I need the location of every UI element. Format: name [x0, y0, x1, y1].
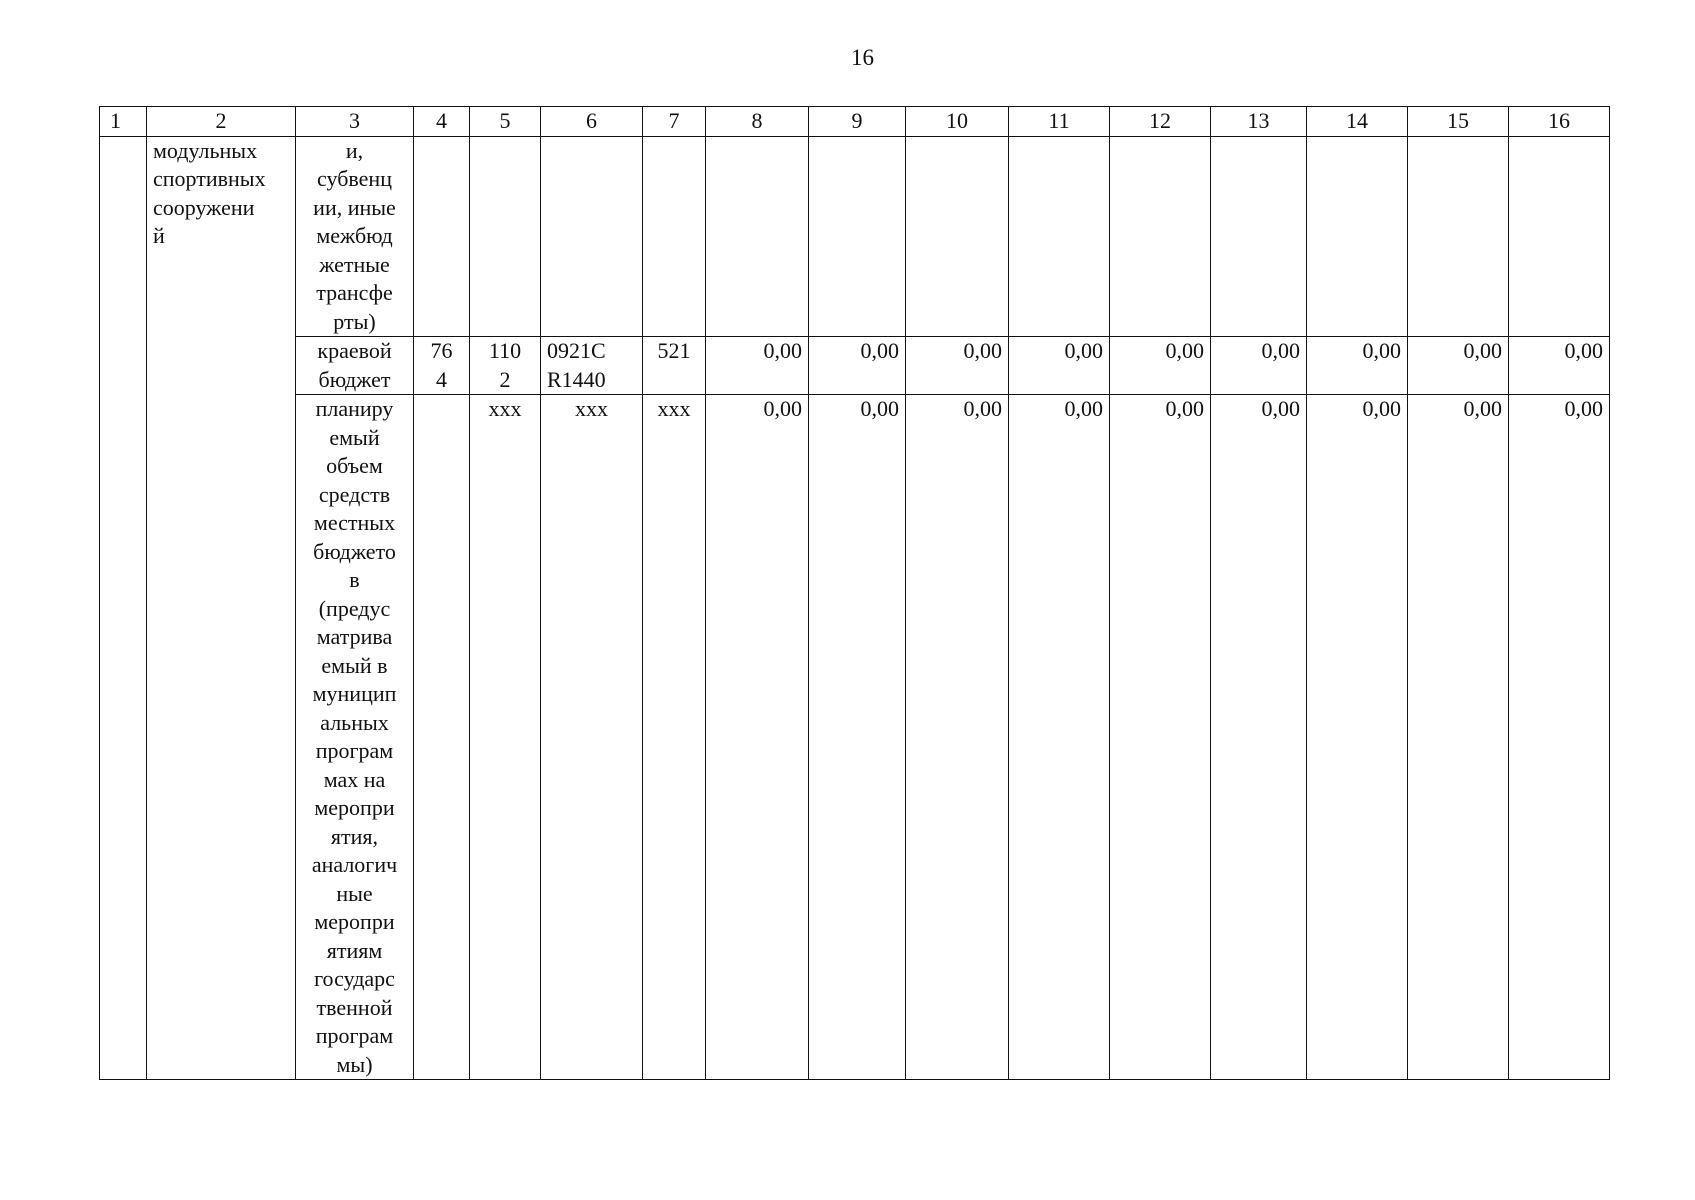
value-cell: 0,00	[1509, 395, 1610, 1080]
value-cell	[706, 136, 809, 337]
col5-text: 110 2	[488, 338, 522, 392]
column-number-cell: 2	[147, 107, 296, 137]
budget-table	[99, 106, 1610, 1080]
column-number-cell: 1	[100, 107, 147, 137]
column-number-cell: 7	[643, 107, 706, 137]
table-row	[100, 395, 1610, 1080]
activity-name-cell	[147, 136, 296, 1080]
column-number-cell: 16	[1509, 107, 1610, 137]
col5-cell	[470, 337, 541, 395]
funding-source-text: и, субвенц ии, иные межбюд жетные трансфе рты)	[313, 137, 396, 334]
col7-cell	[643, 136, 706, 337]
column-number-cell: 10	[906, 107, 1009, 137]
value-cell: 0,00	[1211, 337, 1307, 395]
column-number-cell: 6	[541, 107, 643, 137]
column-number-cell: 14	[1307, 107, 1408, 137]
value-cell: 0,00	[1211, 395, 1307, 1080]
value-cell	[1110, 136, 1211, 337]
col6-cell: ххх	[541, 395, 643, 1080]
column-number-cell: 15	[1408, 107, 1509, 137]
value-cell: 0,00	[1009, 395, 1110, 1080]
table-row	[100, 136, 1610, 337]
col7-cell: ххх	[643, 395, 706, 1080]
column-number-cell: 8	[706, 107, 809, 137]
value-cell: 0,00	[1110, 395, 1211, 1080]
activity-name-text: модульных спортивных сооружени й	[153, 137, 266, 248]
value-cell: 0,00	[1307, 395, 1408, 1080]
table-row	[100, 337, 1610, 395]
col6-text: 0921С R1440	[547, 338, 606, 392]
value-cell	[809, 136, 906, 337]
funding-source-cell	[296, 395, 414, 1080]
column-number-row	[100, 107, 1610, 137]
column-number-cell: 13	[1211, 107, 1307, 137]
funding-source-cell	[296, 337, 414, 395]
col4-text: 76 4	[430, 338, 453, 392]
col4-cell	[414, 136, 470, 337]
value-cell: 0,00	[1110, 337, 1211, 395]
value-cell: 0,00	[906, 337, 1009, 395]
row-index-cell	[100, 136, 147, 1080]
value-cell: 0,00	[809, 395, 906, 1080]
col6-cell	[541, 337, 643, 395]
value-cell	[1009, 136, 1110, 337]
value-cell: 0,00	[706, 395, 809, 1080]
value-cell	[1307, 136, 1408, 337]
value-cell	[1509, 136, 1610, 337]
col5-cell: ххх	[470, 395, 541, 1080]
value-cell: 0,00	[1509, 337, 1610, 395]
value-cell: 0,00	[1009, 337, 1110, 395]
col4-cell	[414, 395, 470, 1080]
funding-source-text: планиру емый объем средств местных бюджето в (предус матрива емый в муницип альных програм мах на меропри ятия, аналогич ные меропри ятиям государс твенной програм мы)	[311, 396, 398, 1077]
value-cell: 0,00	[809, 337, 906, 395]
col5-cell	[470, 136, 541, 337]
value-cell: 0,00	[1307, 337, 1408, 395]
column-number-cell: 11	[1009, 107, 1110, 137]
value-cell	[1211, 136, 1307, 337]
funding-source-text: краевой бюджет	[317, 338, 392, 392]
column-number-cell: 4	[414, 107, 470, 137]
column-number-cell: 9	[809, 107, 906, 137]
value-cell: 0,00	[906, 395, 1009, 1080]
page-number: 16	[851, 45, 874, 70]
col4-cell	[414, 337, 470, 395]
column-number-cell: 5	[470, 107, 541, 137]
value-cell: 0,00	[706, 337, 809, 395]
value-cell: 0,00	[1408, 395, 1509, 1080]
col6-cell	[541, 136, 643, 337]
column-number-cell: 12	[1110, 107, 1211, 137]
column-number-cell: 3	[296, 107, 414, 137]
value-cell: 0,00	[1408, 337, 1509, 395]
value-cell	[906, 136, 1009, 337]
value-cell	[1408, 136, 1509, 337]
col7-cell: 521	[643, 337, 706, 395]
funding-source-cell	[296, 136, 414, 337]
